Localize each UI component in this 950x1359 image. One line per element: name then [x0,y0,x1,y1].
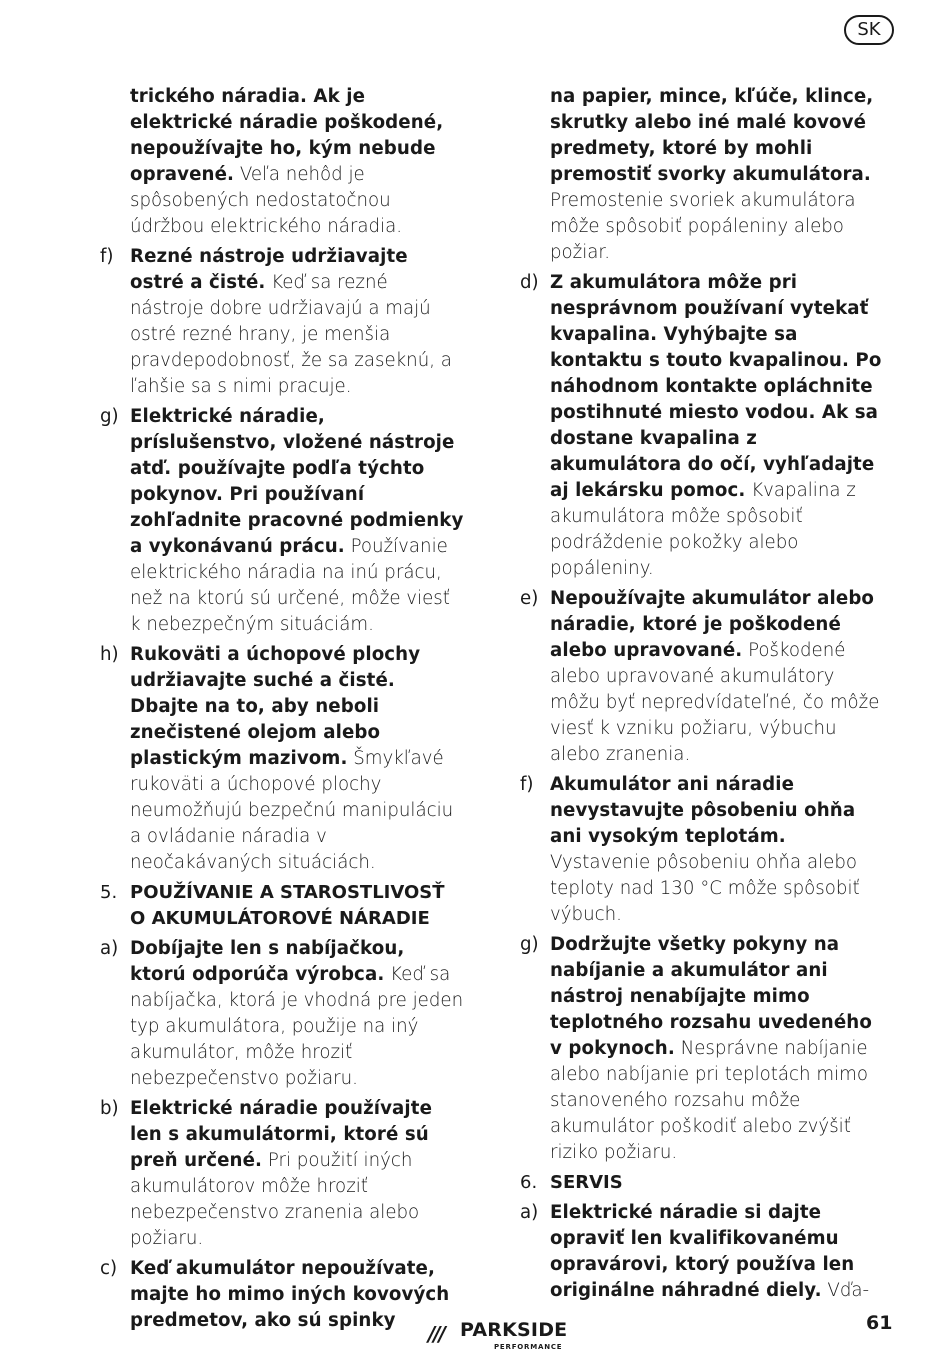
section-heading-5 [100,880,466,932]
list-item-g [100,404,466,638]
normal-text: Používanie elektrického náradia na inú prácu, než na ktorú sú určené, môže viesť k nebezpečným situáciám. [130,536,450,635]
right-column [520,84,886,1304]
item-label: a) [100,938,119,959]
normal-text: Nesprávne nabíjanie alebo nabíjanie pri teplotách mimo stanoveného rozsahu môže akumulátor poškodiť alebo zvýšiť riziko požiaru. [550,1038,868,1163]
normal-text: Vystavenie pôsobeniu ohňa alebo teploty nad 130 °C môže spôsobiť výbuch. [550,852,860,925]
item-label: h) [100,644,119,665]
item-label: f) [100,246,114,267]
normal-text: Veľa nehôd je spôsobených nedostatočnou údržbou elektrického náradia. [130,164,403,237]
list-item-e [520,586,886,768]
normal-text: Vďa- [821,1280,870,1301]
continued-paragraph [520,84,886,266]
bold-text: Akumulátor ani náradie nevystavujte pôsobeniu ohňa ani vysokým teplotám. [550,774,856,847]
item-label: c) [100,1258,118,1279]
list-item-f [520,772,886,928]
list-item-a [520,1200,886,1304]
left-column [100,84,466,1334]
normal-text: Keď sa rezné nástroje dobre udržiavajú a majú ostré rezné hrany, je menšia pravdepodobnosť, že sa zaseknú, a ľahšie sa s nimi pracuje. [130,272,452,397]
item-label: e) [520,588,539,609]
bold-text: Rezné nástroje udržiavajte ostré a čisté. [130,246,408,293]
bold-text: na papier, mince, kľúče, klince, skrutky alebo iné malé kovové predmety, ktoré by mohli premostiť svorky akumulátora. [550,86,874,185]
normal-text: Kvapalina z akumulátora môže spôsobiť podráždenie pokožky alebo popáleniny. [550,480,856,579]
list-item-d [520,270,886,582]
list-item-c [100,1256,466,1334]
item-label: g) [100,406,119,427]
logo-stripes-icon: /// [428,1322,444,1346]
bold-text: Elektrické náradie používajte len s akumulátormi, ktoré sú preň určené. [130,1098,432,1171]
logo-subtitle: PERFORMANCE [494,1343,563,1351]
bold-text: Rukoväti a úchopové plochy udržiavajte suché a čisté. Dbajte na to, aby neboli znečistené olejom alebo plastickým mazivom. [130,644,421,769]
bold-text: Elektrické náradie si dajte opraviť len kvalifikovanému opravárovi, ktorý používa len originálne náhradné diely. [550,1202,855,1301]
section-title: POUŽÍVANIE A STAROSTLIVOSŤ O AKUMULÁTOROVÉ NÁRADIE [130,882,445,929]
normal-text: Poškodené alebo upravované akumulátory môžu byť nepredvídateľné, čo môže viesť k vzniku požiaru, výbuchu alebo zranenia. [550,640,880,765]
continued-paragraph [100,84,466,240]
normal-text: Keď sa nabíjačka, ktorá je vhodná pre jeden typ akumulátora, použije na iný akumulátor, môže hroziť nebezpečenstvo požiaru. [130,964,464,1089]
normal-text: Pri použití iných akumulátorov môže hroziť nebezpečenstvo zranenia alebo požiaru. [130,1150,420,1249]
section-number: 5. [100,882,118,903]
list-item-b [100,1096,466,1252]
item-label: d) [520,272,539,293]
list-item-a [100,936,466,1092]
normal-text: Šmykľavé rukoväti a úchopové plochy neumožňujú bezpečnú manipuláciu a ovládanie náradia v neočakávaných situáciách. [130,748,454,873]
normal-text: Premostenie svoriek akumulátora môže spôsobiť popáleniny alebo požiar. [550,190,856,263]
language-badge: SK [844,15,894,45]
item-label: a) [520,1202,539,1223]
list-item-f [100,244,466,400]
item-label: b) [100,1098,119,1119]
bold-text: Keď akumulátor nepoužívate, majte ho mimo iných kovových predmetov, ako sú spinky [130,1258,450,1331]
list-item-h [100,642,466,876]
item-label: f) [520,774,534,795]
list-item-g [520,932,886,1166]
bold-text: Z akumulátora môže pri nesprávnom používaní vytekať kvapalina. Vyhýbajte sa kontaktu s touto kvapalinou. Po náhodnom kontakte opláchnite postihnuté miesto vodou. Ak sa dostane kvapalina z akumulátora do očí, vyhľadajte aj lekársku pomoc. [550,272,882,501]
bold-text: Dodržujte všetky pokyny na nabíjanie a akumulátor ani nástroj nenabíjajte mimo teplotného rozsahu uvedeného v pokynoch. [550,934,872,1059]
bold-text: Nepoužívajte akumulátor alebo náradie, ktoré je poškodené alebo upravované. [550,588,875,661]
section-heading-6 [520,1170,886,1196]
bold-text: Dobíjajte len s nabíjačkou, ktorú odporúča výrobca. [130,938,405,985]
bold-text: trického náradia. Ak je elektrické náradie poškodené, nepoužívajte ho, kým nebude opravené. [130,86,444,185]
logo-wordmark: PARKSIDE [460,1319,568,1341]
item-label: g) [520,934,539,955]
page-number: 61 [866,1312,893,1334]
bold-text: Elektrické náradie, príslušenstvo, vložené nástroje atď. používajte podľa týchto pokynov. Pri používaní zohľadnite pracovné podmienky a vykonávanú prácu. [130,406,464,557]
section-title: SERVIS [550,1172,623,1193]
parkside-logo [428,1318,588,1352]
section-number: 6. [520,1172,538,1193]
